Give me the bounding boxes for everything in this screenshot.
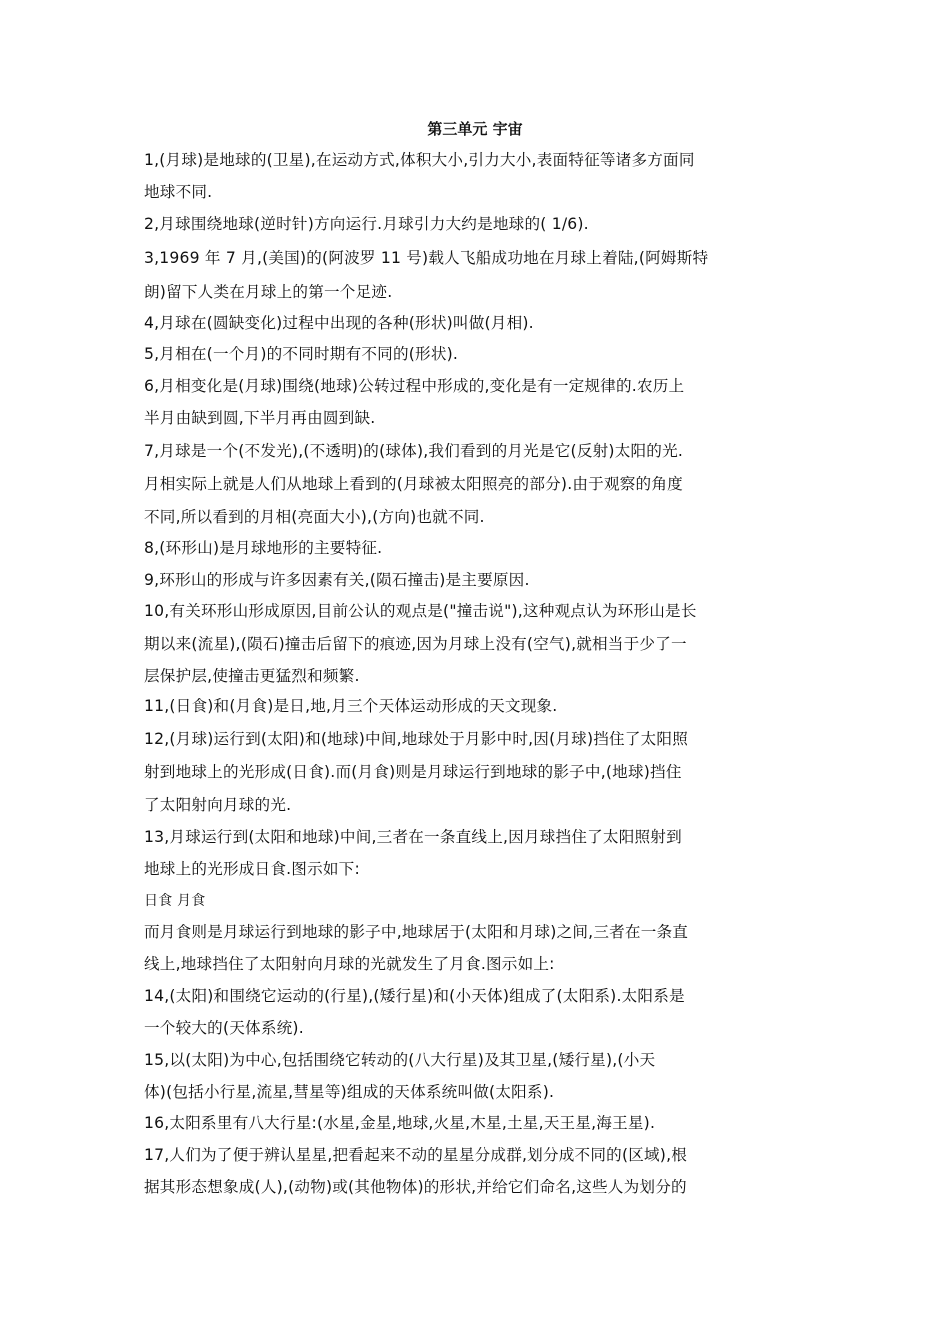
text-line: 日食 月食 [144,893,206,909]
text-line: 一个较大的(天体系统). [144,1019,304,1037]
text-line: 10,有关环形山形成原因,目前公认的观点是("撞击说"),这种观点认为环形山是长 [144,602,697,620]
text-line: 11,(日食)和(月食)是日,地,月三个天体运动形成的天文现象. [144,697,558,715]
text-line: 6,月相变化是(月球)围绕(地球)公转过程中形成的,变化是有一定规律的.农历上 [144,377,685,395]
text-line: 地球不同. [144,183,213,201]
text-line: 地球上的光形成日食.图示如下: [144,860,360,878]
text-line: 17,人们为了便于辨认星星,把看起来不动的星星分成群,划分成不同的(区域),根 [144,1146,688,1164]
text-line: 射到地球上的光形成(日食).而(月食)则是月球运行到地球的影子中,(地球)挡住 [144,763,682,781]
text-line: 线上,地球挡住了太阳射向月球的光就发生了月食.图示如上: [144,955,555,973]
text-line: 体)(包括小行星,流星,彗星等)组成的天体系统叫做(太阳系). [144,1083,555,1101]
text-line: 1,(月球)是地球的(卫星),在运动方式,体积大小,引力大小,表面特征等诸多方面同 [144,151,695,169]
text-line: 期以来(流星),(陨石)撞击后留下的痕迹,因为月球上没有(空气),就相当于少了一 [144,635,687,653]
text-line: 了太阳射向月球的光. [144,796,292,814]
text-line: 15,以(太阳)为中心,包括围绕它转动的(八大行星)及其卫星,(矮行星),(小天 [144,1051,656,1069]
text-line: 12,(月球)运行到(太阳)和(地球)中间,地球处于月影中时,因(月球)挡住了太阳照 [144,730,689,748]
text-line: 14,(太阳)和围绕它运动的(行星),(矮行星)和(小天体)组成了(太阳系).太阳系是 [144,987,685,1005]
text-line: 朗)留下人类在月球上的第一个足迹. [144,283,393,301]
text-line: 5,月相在(一个月)的不同时期有不同的(形状). [144,345,459,363]
text-line: 月相实际上就是人们从地球上看到的(月球被太阳照亮的部分).由于观察的角度 [144,475,683,493]
text-line: 而月食则是月球运行到地球的影子中,地球居于(太阳和月球)之间,三者在一条直 [144,923,689,941]
text-line: 9,环形山的形成与许多因素有关,(陨石撞击)是主要原因. [144,571,530,589]
page-title: 第三单元 宇宙 [427,120,523,138]
text-line: 7,月球是一个(不发光),(不透明)的(球体),我们看到的月光是它(反射)太阳的光. [144,442,684,460]
text-line: 据其形态想象成(人),(动物)或(其他物体)的形状,并给它们命名,这些人为划分的 [144,1178,687,1196]
text-line: 不同,所以看到的月相(亮面大小),(方向)也就不同. [144,508,485,526]
text-line: 4,月球在(圆缺变化)过程中出现的各种(形状)叫做(月相). [144,314,534,332]
text-line: 层保护层,使撞击更猛烈和频繁. [144,667,360,685]
text-line: 3,1969 年 7 月,(美国)的(阿波罗 11 号)载人飞船成功地在月球上着陆,(阿姆斯特 [144,249,709,267]
text-line: 8,(环形山)是月球地形的主要特征. [144,539,383,557]
text-line: 2,月球围绕地球(逆时针)方向运行.月球引力大约是地球的( 1/6). [144,215,589,233]
text-line: 半月由缺到圆,下半月再由圆到缺. [144,409,376,427]
text-line: 16,太阳系里有八大行星:(水星,金星,地球,火星,木星,土星,天王星,海王星). [144,1114,656,1132]
text-line: 13,月球运行到(太阳和地球)中间,三者在一条直线上,因月球挡住了太阳照射到 [144,828,682,846]
